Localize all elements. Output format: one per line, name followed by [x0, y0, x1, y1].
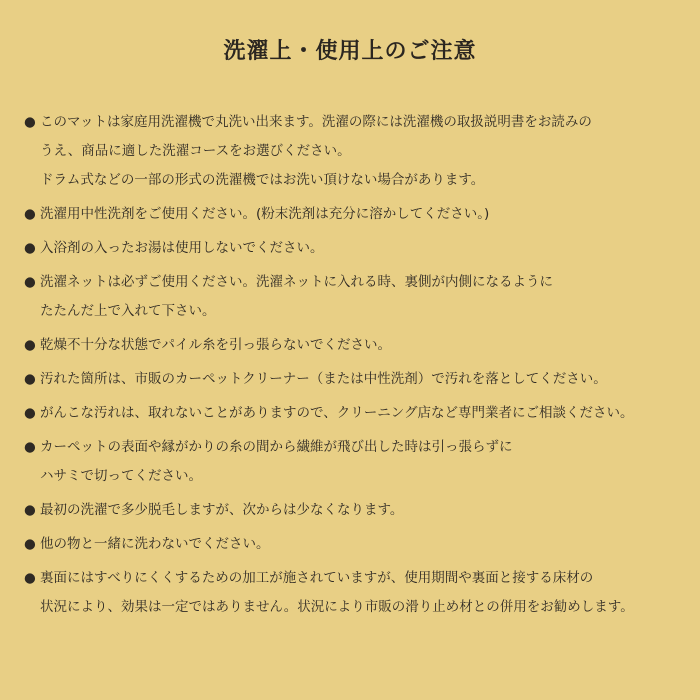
- notice-item-9: [24, 496, 684, 525]
- notice-item-8: [24, 433, 684, 491]
- notice-line: うえ、商品に適した洗濯コースをお選びください。: [40, 143, 351, 159]
- notice-line: 状況により、効果は一定ではありません。状況により市販の滑り止め材との併用をお勧めします。: [40, 599, 634, 615]
- notice-line: ハサミで切ってください。: [40, 468, 202, 484]
- notice-item-11: [24, 564, 684, 622]
- notice-line: ● 乾燥不十分な状態でパイル糸を引っ張らないでください。: [24, 331, 684, 360]
- notice-line: ● 汚れた箇所は、市販のカーペットクリーナー（または中性洗剤）で汚れを落としてください。: [24, 365, 684, 394]
- notice-item-3: [24, 234, 684, 263]
- page-title: 洗濯上・使用上のご注意: [223, 39, 477, 64]
- notice-item-10: [24, 530, 684, 559]
- notice-line: たたんだ上で入れて下さい。: [40, 303, 216, 319]
- notice-line: ● 洗濯用中性洗剤をご使用ください。(粉末洗剤は充分に溶かしてください。): [24, 200, 684, 229]
- notice-line: ● このマットは家庭用洗濯機で丸洗い出来ます。洗濯の際には洗濯機の取扱説明書をお読みの: [24, 108, 684, 137]
- notice-item-7: [24, 399, 684, 428]
- notice-list: [24, 108, 684, 627]
- notice-item-2: [24, 200, 684, 229]
- notice-item-6: [24, 365, 684, 394]
- notice-line: ● 裏面にはすべりにくくするための加工が施されていますが、使用期間や裏面と接する床材の: [24, 564, 684, 593]
- notice-line: ● 洗濯ネットは必ずご使用ください。洗濯ネットに入れる時、裏側が内側になるように: [24, 268, 684, 297]
- notice-line: ドラム式などの一部の形式の洗濯機ではお洗い頂けない場合があります。: [40, 172, 485, 188]
- notice-line: ● 他の物と一緒に洗わないでください。: [24, 530, 684, 559]
- notice-line: ● がんこな汚れは、取れないことがありますので、クリーニング店など専門業者にご相談ください。: [24, 399, 684, 428]
- notice-line: ● 入浴剤の入ったお湯は使用しないでください。: [24, 234, 684, 263]
- notice-item-5: [24, 331, 684, 360]
- notice-item-4: [24, 268, 684, 326]
- notice-line: ● カーペットの表面や縁がかりの糸の間から繊維が飛び出した時は引っ張らずに: [24, 433, 684, 462]
- notice-item-1: [24, 108, 684, 195]
- notice-line: ● 最初の洗濯で多少脱毛しますが、次からは少なくなります。: [24, 496, 684, 525]
